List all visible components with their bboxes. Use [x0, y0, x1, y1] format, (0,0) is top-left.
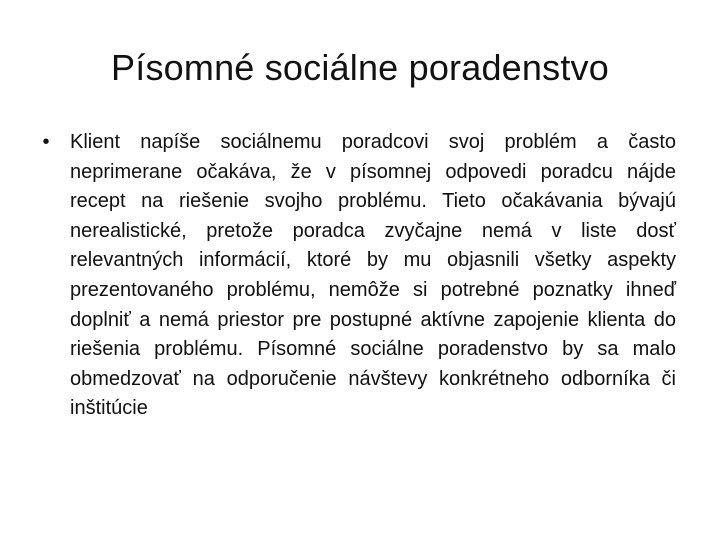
bullet-marker: • — [42, 131, 50, 153]
bullet-list — [36, 128, 676, 424]
bullet-item — [36, 128, 676, 424]
bullet-text: Klient napíše sociálnemu poradcovi svoj problém a často neprimerane očakáva, že v písomnej odpovedi poradcu nájde recept na riešenie svojho problému. Tieto očakávania bývajú nerealistické, pretože poradca zvyčajne nemá v liste dosť relevantných informácií, ktoré by mu objasnili všetky aspekty prezentovaného problému, nemôže si potrebné poznatky ihneď doplniť a nemá priestor pre postupné aktívne zapojenie klienta do riešenia problému. Písomné sociálne poradenstvo by sa malo obmedzovať na odporučenie návštevy konkrétneho odborníka či inštitúcie — [70, 131, 676, 420]
slide-title: Písomné sociálne poradenstvo — [111, 47, 609, 88]
